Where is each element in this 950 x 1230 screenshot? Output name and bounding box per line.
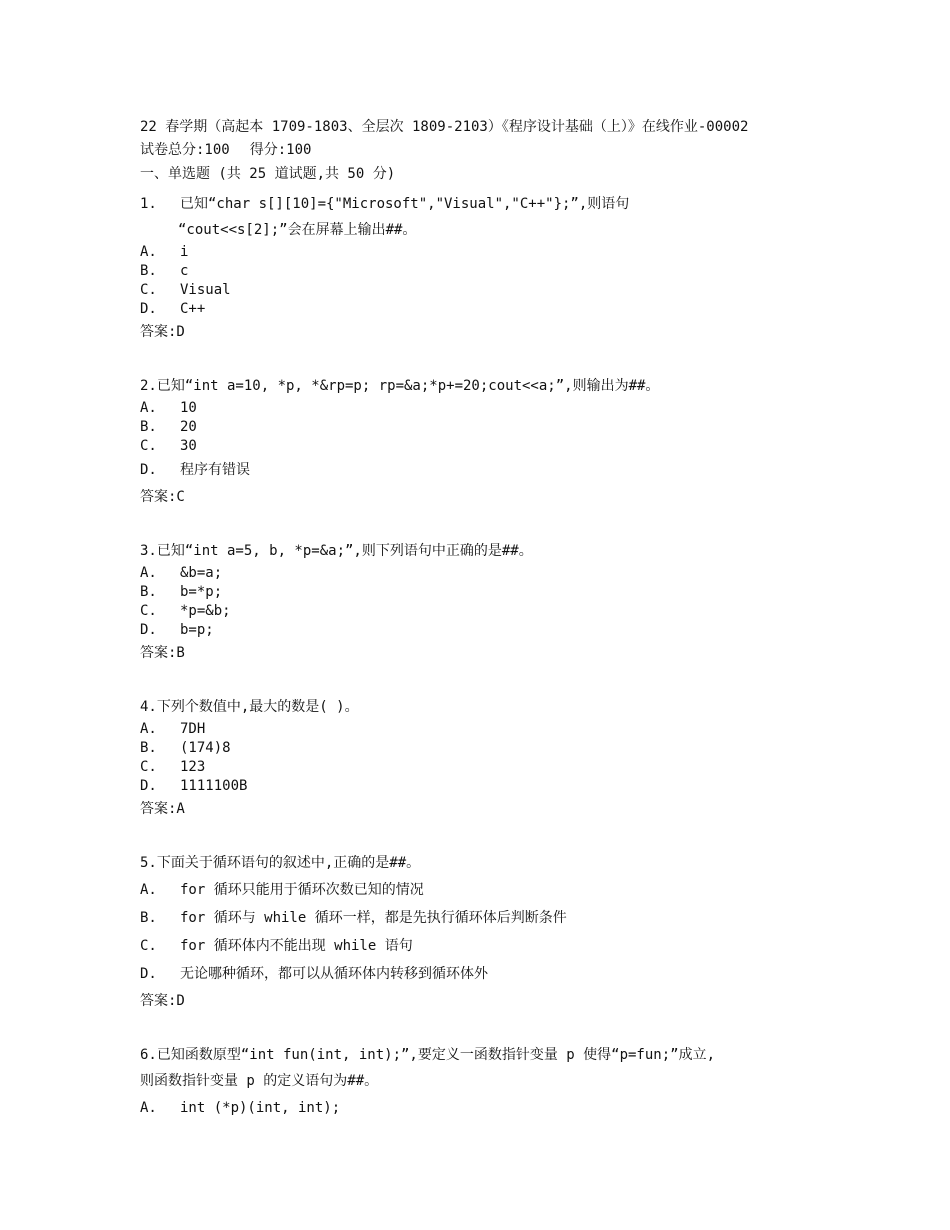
question-6: [140, 1042, 820, 1122]
question-1: [140, 191, 820, 343]
option-c: [140, 281, 820, 300]
option-text: i: [180, 244, 189, 260]
option-text: b=*p;: [180, 584, 223, 600]
option-key: C.: [140, 438, 157, 454]
stem-text: 已知函数原型“int fun(int, int);”,要定义一函数指针变量 p 使得“p=fun;”成立,: [156, 1047, 716, 1063]
question-stem: [140, 1042, 820, 1094]
question-4: [140, 694, 820, 820]
option-d: [140, 960, 820, 988]
option-b: [140, 904, 820, 932]
question-stem: [140, 538, 820, 564]
question-2: [140, 373, 820, 508]
option-c: [140, 758, 820, 777]
option-text: for 循环体内不能出现 while 语句: [180, 938, 413, 954]
option-key: B.: [140, 419, 157, 435]
answer: 答案:B: [140, 645, 185, 661]
option-d: [140, 621, 820, 640]
option-a: [140, 720, 820, 739]
question-5: [140, 850, 820, 1012]
section-heading: 一、单选题 (共 25 道试题,共 50 分): [140, 166, 396, 182]
option-key: A.: [140, 565, 157, 581]
question-number: 6.: [140, 1047, 157, 1063]
option-text: for 循环与 while 循环一样，都是先执行循环体后判断条件: [180, 910, 567, 926]
option-text: 10: [180, 400, 197, 416]
stem-text: 下列个数值中,最大的数是( )。: [156, 699, 359, 715]
option-a: [140, 399, 820, 418]
option-key: C.: [140, 938, 157, 954]
option-a: [140, 564, 820, 583]
question-number: 1.: [140, 196, 157, 212]
question-number: 3.: [140, 543, 157, 559]
option-a: [140, 243, 820, 262]
option-d: [140, 777, 820, 796]
question-3: [140, 538, 820, 664]
option-text: for 循环只能用于循环次数已知的情况: [180, 882, 424, 898]
answer: 答案:D: [140, 993, 185, 1009]
question-stem: [140, 191, 820, 243]
question-stem: [140, 850, 820, 876]
question-stem: [140, 373, 820, 399]
option-c: [140, 437, 820, 456]
stem-text: 已知“int a=10, *p, *&rp=p; rp=&a;*p+=20;cout<<a;”,则输出为##。: [156, 378, 660, 394]
option-text: int (*p)(int, int);: [180, 1100, 341, 1116]
option-text: (174)8: [180, 740, 231, 756]
option-key: A.: [140, 244, 157, 260]
option-d: [140, 300, 820, 319]
option-text: 无论哪种循环，都可以从循环体内转移到循环体外: [180, 966, 488, 982]
option-text: 1111100B: [180, 778, 248, 794]
option-key: D.: [140, 622, 157, 638]
option-d: [140, 456, 820, 484]
option-key: A.: [140, 1100, 157, 1116]
option-text: 20: [180, 419, 197, 435]
score-line: [140, 139, 820, 161]
option-key: B.: [140, 740, 157, 756]
option-a: [140, 1094, 820, 1122]
answer: 答案:C: [140, 489, 185, 505]
option-c: [140, 932, 820, 960]
question-number: 4.: [140, 699, 157, 715]
document-page: [140, 117, 820, 1122]
option-key: A.: [140, 400, 157, 416]
option-key: B.: [140, 584, 157, 600]
option-key: D.: [140, 778, 157, 794]
option-b: [140, 583, 820, 602]
option-key: A.: [140, 882, 157, 898]
option-text: C++: [180, 301, 206, 317]
answer: 答案:D: [140, 324, 185, 340]
option-text: c: [180, 263, 189, 279]
option-a: [140, 876, 820, 904]
option-b: [140, 262, 820, 281]
option-key: C.: [140, 759, 157, 775]
answer: 答案:A: [140, 801, 185, 817]
option-text: 7DH: [180, 721, 206, 737]
option-key: D.: [140, 301, 157, 317]
option-b: [140, 418, 820, 437]
option-key: C.: [140, 282, 157, 298]
got-score: 得分:100: [249, 142, 312, 158]
option-key: B.: [140, 910, 157, 926]
option-b: [140, 739, 820, 758]
document-title: 22 春学期（高起本 1709-1803、全层次 1809-2103）《程序设计基础（上）》在线作业-00002: [140, 119, 749, 135]
question-stem: [140, 694, 820, 720]
option-key: D.: [140, 462, 157, 478]
question-number: 5.: [140, 855, 157, 871]
stem-text: 下面关于循环语句的叙述中,正确的是##。: [156, 855, 421, 871]
option-text: b=p;: [180, 622, 214, 638]
option-text: 123: [180, 759, 206, 775]
option-key: A.: [140, 721, 157, 737]
option-text: *p=&b;: [180, 603, 231, 619]
stem-text-continued: 则函数指针变量 p 的定义语句为##。: [140, 1073, 379, 1089]
option-c: [140, 602, 820, 621]
option-key: B.: [140, 263, 157, 279]
option-text: Visual: [180, 282, 231, 298]
stem-text: 已知“char s[][10]={"Microsoft","Visual","C++"};”,则语句: [180, 196, 630, 212]
stem-text: 已知“int a=5, b, *p=&a;”,则下列语句中正确的是##。: [156, 543, 533, 559]
option-text: 30: [180, 438, 197, 454]
question-number: 2.: [140, 378, 157, 394]
option-key: D.: [140, 966, 157, 982]
option-key: C.: [140, 603, 157, 619]
option-text: &b=a;: [180, 565, 223, 581]
stem-text-continued: “cout<<s[2];”会在屏幕上输出##。: [178, 222, 417, 238]
total-score: 试卷总分:100: [140, 142, 230, 158]
option-text: 程序有错误: [180, 462, 250, 478]
